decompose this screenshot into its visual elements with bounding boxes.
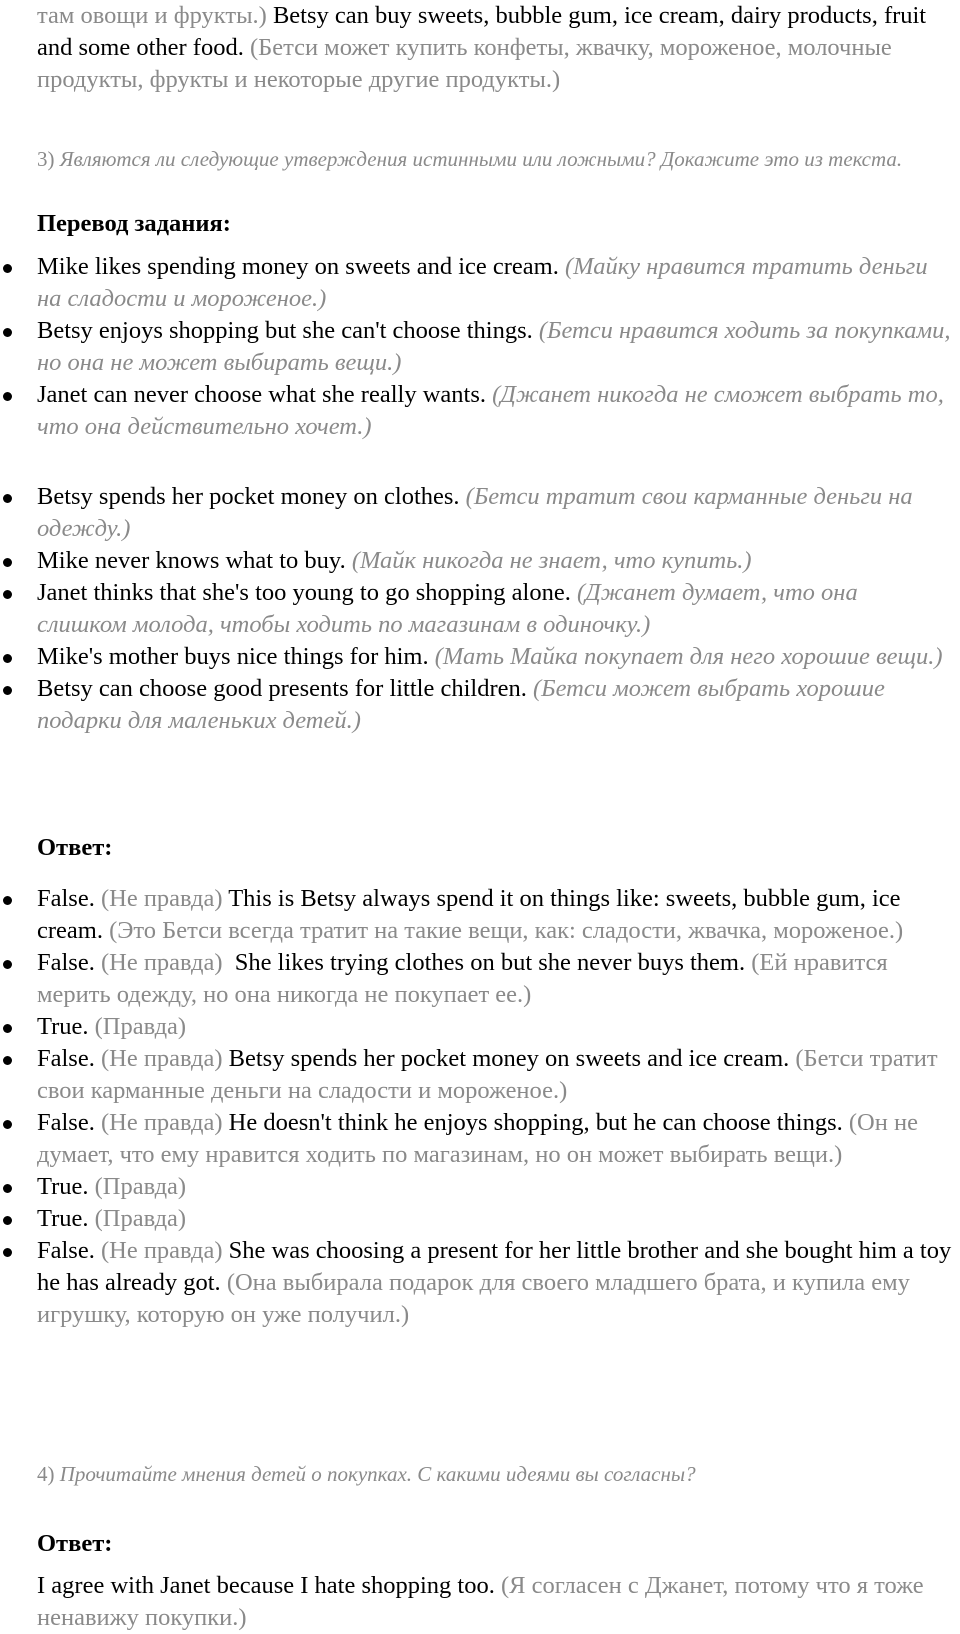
task3-text: Являются ли следующие утверждения истинными или ложными? Докажите это из текста. xyxy=(59,147,903,171)
answer-verdict: False. xyxy=(37,1109,95,1136)
answer-ru: (Она выбирала подарок для своего младшего брата, и купила ему игрушку, которую он уже получил.) xyxy=(37,1269,910,1328)
task4-answer-heading: Ответ: xyxy=(37,1530,113,1557)
answer-en: This is Betsy always spend it on things like: sweets, bubble gum, ice cream. xyxy=(37,885,901,944)
answer-en: Betsy spends her pocket money on sweets and ice cream. xyxy=(228,1045,790,1072)
statement-item xyxy=(0,673,952,737)
answer-item xyxy=(0,1203,952,1235)
statement-en: Betsy enjoys shopping but she can't choose things. xyxy=(37,317,533,344)
intro-paragraph xyxy=(37,0,952,96)
answer-verdict-ru: (Не правда) xyxy=(100,949,223,976)
answer-en: He doesn't think he enjoys shopping, but he can choose things. xyxy=(228,1109,843,1136)
statement-ru: (Майку нравится тратить деньги на сладости и мороженое.) xyxy=(37,253,928,312)
task4-instruction xyxy=(37,1460,952,1489)
task4-answer-en: I agree with Janet because I hate shopping too. xyxy=(37,1572,495,1599)
answer-item xyxy=(0,1171,952,1203)
answer-verdict: True. xyxy=(37,1013,89,1040)
answer-verdict: True. xyxy=(37,1173,89,1200)
statements-list-2 xyxy=(0,481,952,737)
answer-item xyxy=(0,883,952,947)
statement-item xyxy=(0,251,952,315)
answer-ru: (Бетси тратит свои карманные деньги на сладости и мороженое.) xyxy=(37,1045,938,1104)
statement-item xyxy=(0,641,952,673)
statement-en: Janet can never choose what she really wants. xyxy=(37,381,486,408)
statement-en: Betsy spends her pocket money on clothes. xyxy=(37,483,460,510)
answer-ru: (Он не думает, что ему нравится ходить по магазинам, но он может выбирать вещи.) xyxy=(37,1109,918,1168)
answer-verdict-ru: (Правда) xyxy=(94,1205,187,1232)
statement-item xyxy=(0,315,952,379)
intro-ru: (Бетси может купить конфеты, жвачку, мороженое, молочные продукты, фрукты и некоторые другие продукты.) xyxy=(37,34,892,93)
answer-verdict-ru: (Правда) xyxy=(94,1173,187,1200)
statement-ru: (Джанет думает, что она слишком молода, чтобы ходить по магазинам в одиночку.) xyxy=(37,579,858,638)
answer-en: She was choosing a present for her little brother and she bought him a toy he has already got. xyxy=(37,1237,952,1296)
answer-ru: (Ей нравится мерить одежду, но она никогда не покупает ее.) xyxy=(37,949,888,1008)
task3-instruction xyxy=(37,145,952,174)
statement-ru: (Джанет никогда не сможет выбрать то, что она действительно хочет.) xyxy=(37,381,944,440)
task4-number: 4) xyxy=(37,1462,55,1486)
answer-item xyxy=(0,1235,952,1331)
intro-ru-tail: там овощи и фрукты.) xyxy=(37,2,267,29)
task4-text: Прочитайте мнения детей о покупках. С какими идеями вы согласны? xyxy=(59,1462,696,1486)
answer-verdict-ru: (Не правда) xyxy=(100,1045,223,1072)
statement-en: Mike's mother buys nice things for him. xyxy=(37,643,429,670)
statement-ru: (Бетси тратит свои карманные деньги на одежду.) xyxy=(37,483,913,542)
statement-item xyxy=(0,545,952,577)
statement-item xyxy=(0,577,952,641)
statements-list-1 xyxy=(0,251,952,443)
task4-answer xyxy=(37,1570,952,1634)
answer-en: She likes trying clothes on but she never buys them. xyxy=(234,949,746,976)
answer-verdict-ru: (Не правда) xyxy=(100,885,223,912)
answer-verdict: False. xyxy=(37,1045,95,1072)
statement-en: Betsy can choose good presents for little children. xyxy=(37,675,527,702)
answer-ru: (Это Бетси всегда тратит на такие вещи, как: сладости, жвачка, мороженое.) xyxy=(109,917,904,944)
statement-en: Janet thinks that she's too young to go shopping alone. xyxy=(37,579,571,606)
answers-list xyxy=(0,883,952,1331)
statement-en: Mike never knows what to buy. xyxy=(37,547,346,574)
answer-verdict: False. xyxy=(37,1237,95,1264)
task3-translation-heading: Перевод задания: xyxy=(37,210,231,237)
answer-verdict-ru: (Не правда) xyxy=(100,1109,223,1136)
answer-verdict: True. xyxy=(37,1205,89,1232)
task3-number: 3) xyxy=(37,147,55,171)
answer-verdict: False. xyxy=(37,885,95,912)
statement-ru: (Бетси нравится ходить за покупками, но она не может выбирать вещи.) xyxy=(37,317,951,376)
answer-item xyxy=(0,947,952,1011)
answer-verdict-ru: (Правда) xyxy=(94,1013,187,1040)
statement-ru: (Бетси может выбрать хорошие подарки для маленьких детей.) xyxy=(37,675,885,734)
answer-item xyxy=(0,1107,952,1171)
statement-item xyxy=(0,379,952,443)
answer-verdict-ru: (Не правда) xyxy=(100,1237,223,1264)
answer-item xyxy=(0,1011,952,1043)
statement-item xyxy=(0,481,952,545)
task3-answer-heading: Ответ: xyxy=(37,834,113,861)
statement-ru: (Мать Майка покупает для него хорошие вещи.) xyxy=(434,643,943,670)
answer-item xyxy=(0,1043,952,1107)
answer-verdict: False. xyxy=(37,949,95,976)
intro-en: Betsy can buy sweets, bubble gum, ice cream, dairy products, fruit and some other food. xyxy=(37,2,927,61)
task4-answer-ru: (Я согласен с Джанет, потому что я тоже ненавижу покупки.) xyxy=(37,1572,924,1631)
statement-en: Mike likes spending money on sweets and ice cream. xyxy=(37,253,559,280)
statement-ru: (Майк никогда не знает, что купить.) xyxy=(351,547,752,574)
